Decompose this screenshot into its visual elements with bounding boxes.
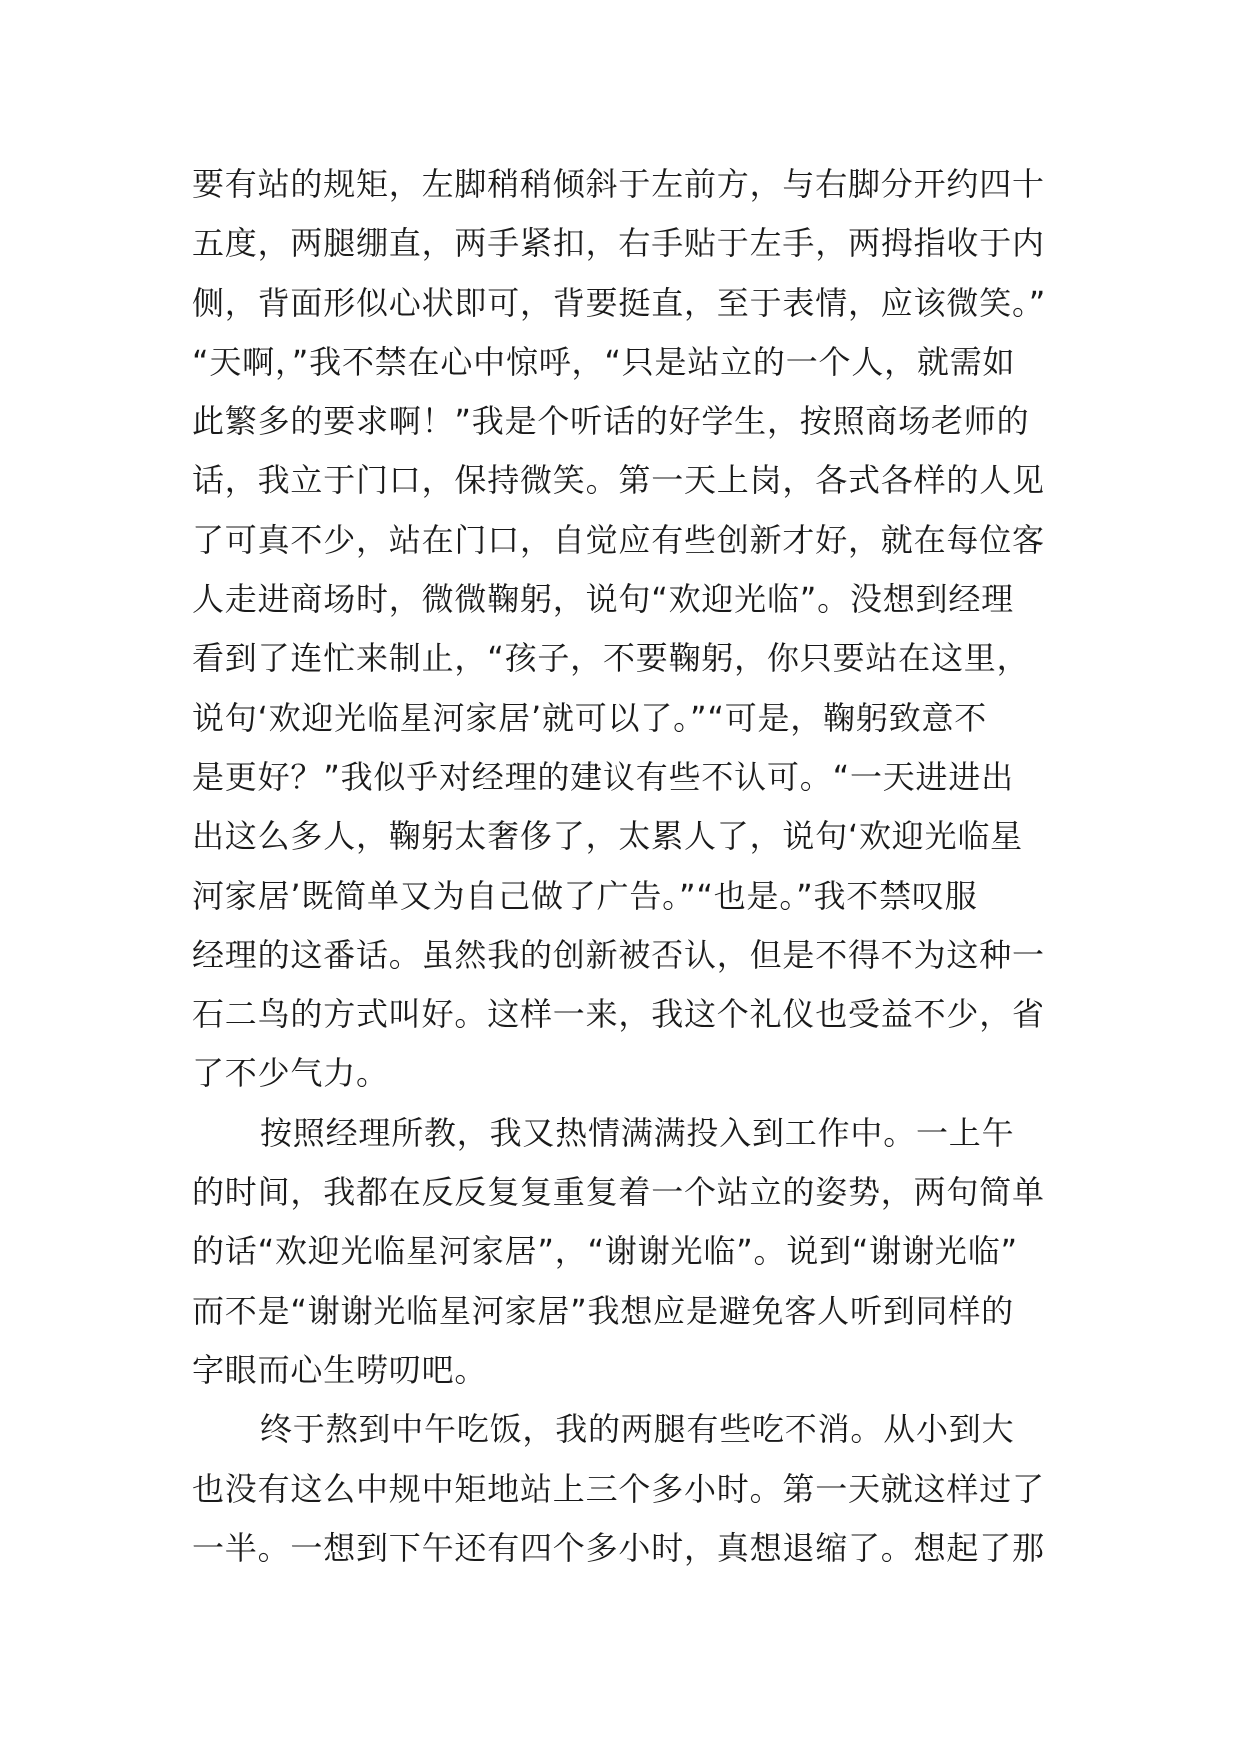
text-line: 了可真不少，站在门口，自觉应有些创新才好，就在每位客 xyxy=(192,520,1045,559)
paragraph-1 xyxy=(192,155,1052,1104)
text-line: 经理的这番话。虽然我的创新被否认，但是不得不为这种一 xyxy=(192,935,1045,974)
text-line: “天啊，”我不禁在心中惊呼，“只是站立的一个人，就需如 xyxy=(192,342,1016,381)
text-line: 河家居’既简单又为自己做了广告。”“也是。”我不禁叹服 xyxy=(192,876,978,915)
text-line: 此繁多的要求啊！”我是个听话的好学生，按照商场老师的 xyxy=(192,402,1030,441)
body-text xyxy=(192,155,1052,1578)
text-line: 要有站的规矩，左脚稍稍倾斜于左前方，与右脚分开约四十 xyxy=(192,165,1045,203)
text-line: 也没有这么中规中矩地站上三个多小时。第一天就这样过了 xyxy=(192,1469,1045,1508)
paragraph-3 xyxy=(192,1400,1052,1578)
text-line: 而不是“谢谢光临星河家居”我想应是避免客人听到同样的 xyxy=(192,1291,1014,1330)
text-line: 侧，背面形似心状即可，背要挺直，至于表情，应该微笑。” xyxy=(192,283,1047,322)
paragraph-2 xyxy=(192,1104,1052,1400)
text-line: 说句‘欢迎光临星河家居’就可以了。”“可是，鞠躬致意不 xyxy=(192,698,988,737)
text-line: 人走进商场时，微微鞠躬，说句“欢迎光临”。没想到经理 xyxy=(192,580,1014,619)
text-line: 出这么多人，鞠躬太奢侈了，太累人了，说句‘欢迎光临星 xyxy=(192,817,1023,856)
text-line: 了不少气力。 xyxy=(192,1054,389,1093)
text-line: 字眼而心生唠叨吧。 xyxy=(192,1350,488,1389)
text-line: 的话“欢迎光临星河家居”，“谢谢光临”。说到“谢谢光临” xyxy=(192,1232,1018,1271)
text-line: 按照经理所教，我又热情满满投入到工作中。一上午 xyxy=(260,1113,1015,1152)
text-line: 看到了连忙来制止，“孩子，不要鞠躬，你只要站在这里， xyxy=(192,639,1030,678)
text-line: 终于熬到中午吃饭，我的两腿有些吃不消。从小到大 xyxy=(260,1410,1015,1449)
text-line: 的时间，我都在反反复复重复着一个站立的姿势，两句简单 xyxy=(192,1173,1045,1212)
text-line: 话，我立于门口，保持微笑。第一天上岗，各式各样的人见 xyxy=(192,461,1045,500)
text-line: 是更好？”我似乎对经理的建议有些不认可。“一天进进出 xyxy=(192,757,1014,796)
text-line: 五度，两腿绷直，两手紧扣，右手贴于左手，两拇指收于内 xyxy=(192,224,1045,263)
text-line: 一半。一想到下午还有四个多小时，真想退缩了。想起了那 xyxy=(192,1528,1045,1567)
text-line: 石二鸟的方式叫好。这样一来，我这个礼仪也受益不少，省 xyxy=(192,995,1045,1034)
